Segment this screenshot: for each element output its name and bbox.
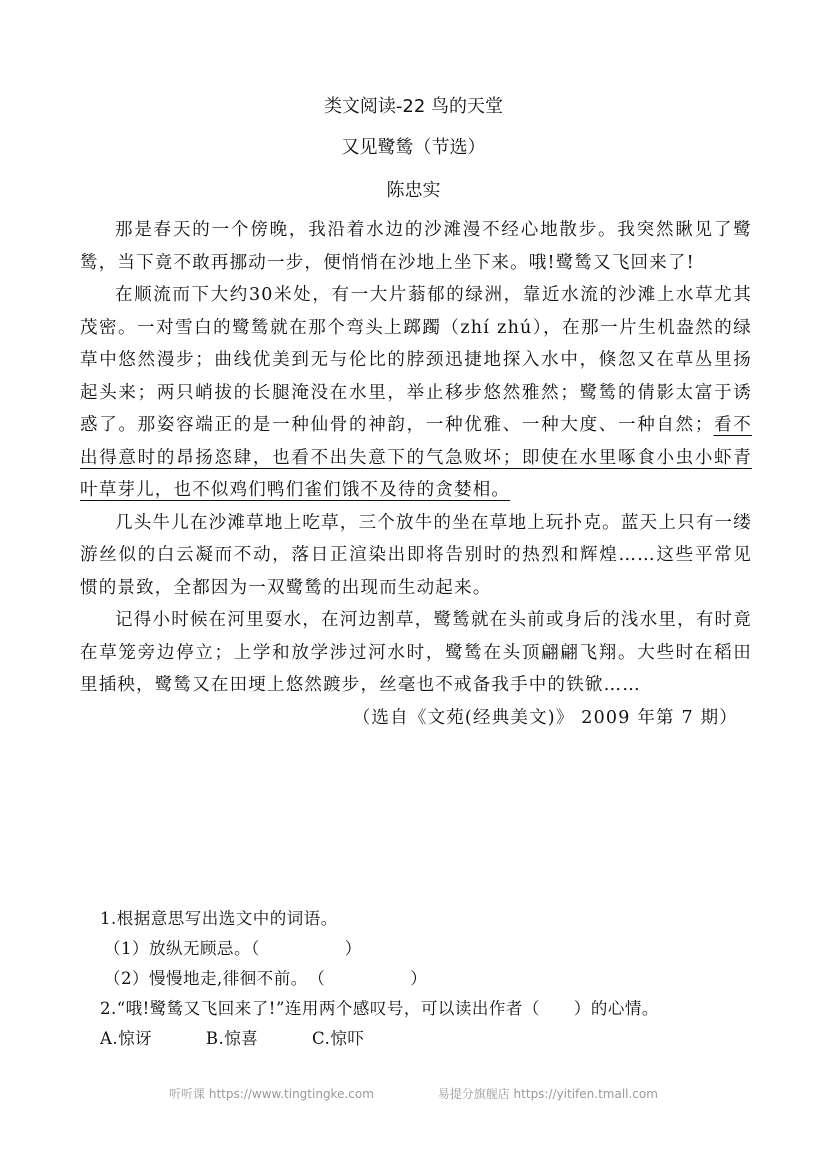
paragraph-1: 那是春天的一个傍晚，我沿着水边的沙滩漫不经心地散步。我突然瞅见了鹭鸶，当下竟不敢再挪动一步，便悄悄在沙地上坐下来。哦!鹭鸶又飞回来了! xyxy=(80,220,752,273)
footer-left-link[interactable]: 听听课 https://www.tingtingke.com xyxy=(169,1087,374,1101)
article-title: 又见鹭鸶（节选） xyxy=(341,137,486,158)
footer xyxy=(0,1085,827,1102)
option-b: B.惊喜 xyxy=(205,1029,259,1048)
paragraph-2-text: 在顺流而下大约30米处，有一大片蓊郁的绿洲，靠近水流的沙滩上水草尤其茂密。一对雪白的鹭鸶就在那个弯头上踯躅（zhí zhú），在那一片生机盎然的绿草中悠然漫步；曲线优美到无与伦比的脖颈迅捷地探入水中，倏忽又在草丛里扬起头来；两只峭拔的长腿淹没在水里，举止移步悠然雅然；鹭鸶的倩影太富于诱惑了。那姿容端正的是一种仙骨的神韵，一种优雅、一种大度、一种自然； xyxy=(80,285,752,435)
option-a: A.惊讶 xyxy=(100,1029,153,1048)
question-2-options xyxy=(100,1024,760,1054)
paragraph-4: 记得小时候在河里耍水，在河边割草，鹭鸶就在头前或身后的浅水里，有时竟在草笼旁边停立；上学和放学涉过河水时，鹭鸶在头顶翩翩飞翔。大些时在稻田里插秧，鹭鸶又在田埂上悠然踱步，丝毫也不戒备我手中的铁锨…… xyxy=(80,610,752,695)
page-title: 类文阅读-22 鸟的天堂 xyxy=(323,96,504,117)
option-c: C.惊吓 xyxy=(312,1029,365,1048)
footer-right-link[interactable]: 易提分旗舰店 https://yitifen.tmall.com xyxy=(437,1087,658,1101)
question-2: 2.“哦!鹭鸶又飞回来了!”连用两个感叹号，可以读出作者（ ）的心情。 xyxy=(100,999,659,1018)
paragraph-2 xyxy=(80,279,752,507)
questions xyxy=(100,904,760,1054)
question-1-item-1: （1）放纵无顾忌。（ ） xyxy=(104,939,362,958)
question-1: 1.根据意思写出选文中的词语。 xyxy=(100,909,338,928)
source-citation: （选自《文苑(经典美文)》 2009 年第 7 期） xyxy=(352,707,738,728)
question-1-item-2: （2）慢慢地走,徘徊不前。 （ ） xyxy=(104,969,428,988)
author-name: 陈忠实 xyxy=(386,180,441,201)
passage xyxy=(80,214,752,734)
paragraph-3: 几头牛儿在沙滩草地上吃草，三个放牛的坐在草地上玩扑克。蓝天上只有一缕游丝似的白云凝而不动，落日正渲染出即将告别时的热烈和辉煌……这些平常见惯的景致，全都因为一双鹭鸶的出现而生动起来。 xyxy=(80,512,752,598)
underlined-sentence: 看不出得意时的昂扬恣肆，也看不出失意下的气急败坏；即使在水里啄食小虫小虾青叶草芽儿，也不似鸡们鸭们雀们饿不及待的贪婪相。 xyxy=(80,415,752,500)
